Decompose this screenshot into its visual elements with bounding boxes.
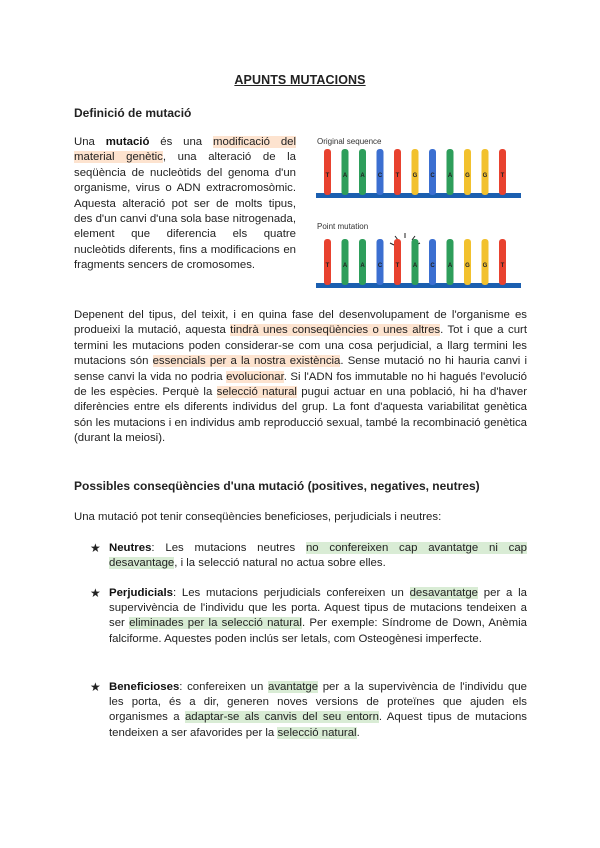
highlight-adapt: adaptar-se als canvis del seu entorn xyxy=(184,711,379,724)
highlight-essential: essencials per a la nostra existència xyxy=(152,355,341,368)
definition-paragraph xyxy=(74,135,296,274)
list-item-perjudicials xyxy=(109,586,527,647)
point-mutation-figure xyxy=(314,132,528,288)
text-run: Depenent del tipus, del teixit, i en quina fase del desenvolupament de l'organisme es produeixi la mutació, aquesta xyxy=(74,309,527,337)
original-base-4 xyxy=(377,149,384,195)
original-base-5 xyxy=(394,149,401,195)
highlight-disadvantage: desavantatge xyxy=(409,587,478,599)
original-base-9 xyxy=(464,149,471,195)
text-run: . Aquest tipus de mutacions tendeixen a ser afavorides per la xyxy=(109,711,527,739)
highlight-natural-selection: selecció natural xyxy=(216,386,297,399)
text-run: . Si l'ADN fos immutable no hi hagués l'evolució de les espècies. Perquè la xyxy=(74,370,527,399)
section-heading-consequences: Possibles conseqüències d'una mutació (positives, negatives, neutres) xyxy=(74,479,480,493)
mutated-base-10 xyxy=(482,239,489,285)
text-run: per a la supervivència de l'individu que les porta, és a dir, generen noves versions de proteïnes que ajuden els organismes a xyxy=(109,681,528,724)
original-base-8 xyxy=(447,149,454,195)
text-run: , una alteració de la seqüència de nucleòtids del genoma d'un organisme, virus o ADN extracromosòmic. Aquesta alteració pot ser de molts tipus, des d'un canvi d'una sola base nitrogenada, element que diferencia els quatre nucleòtids diferents, fins a modificacions en fragments sencers de cromosomes. xyxy=(74,151,296,272)
mutated-base-11 xyxy=(499,239,506,285)
list-item-neutres xyxy=(109,541,527,571)
section-heading-definition: Definició de mutació xyxy=(74,106,192,120)
text-run: . Tot i que a curt termini les mutacions poden considerar-se com una cosa perjudicial, a llarg termini les mutacions són xyxy=(74,324,527,368)
text-run: . Per exemple: Síndrome de Down, Anèmia falciforme. Aquestes poden inclús ser letals, com Osteogènesi imperfecte. xyxy=(109,617,527,645)
mutated-base-3 xyxy=(359,239,366,285)
star-bullet-icon: ★ xyxy=(90,586,101,600)
consequences-paragraph xyxy=(74,308,527,447)
highlight-evolve: evolucionar xyxy=(226,370,284,383)
original-base-letter: C xyxy=(377,173,383,179)
highlight-no-advantage: no confereixen cap avantatge ni cap desavantage xyxy=(109,542,527,570)
mutated-strand xyxy=(316,239,521,288)
original-base-letter: T xyxy=(325,173,330,179)
mutated-base-9 xyxy=(464,239,471,285)
term-beneficioses: Beneficioses xyxy=(109,681,180,693)
original-base-letter: G xyxy=(465,173,470,179)
page-title: APUNTS MUTACIONS xyxy=(234,73,366,87)
mutated-base-letter: T xyxy=(325,263,330,269)
mutated-base-letter: A xyxy=(360,263,365,269)
highlight-consequences: tindrà unes conseqüències o unes altres xyxy=(230,324,441,337)
text-run: : confereixen un xyxy=(179,681,268,693)
star-bullet-icon: ★ xyxy=(90,680,101,694)
label-point-mutation: Point mutation xyxy=(317,222,369,231)
original-base-letter: G xyxy=(412,173,418,179)
text-run: : Les mutacions neutres xyxy=(151,542,306,554)
mutated-base-5 xyxy=(394,239,401,285)
mutated-base-7 xyxy=(429,239,436,285)
text-run: pugui actuar en una població, hi ha d'haver diferències entre els diferents individus del grup. La font d'aquesta variabilitat genètica són les mutacions i en individus amb reproducció sexual, també la recombinació genètica (durant la meiosi). xyxy=(74,386,527,445)
mutated-base-letter: A xyxy=(412,263,418,269)
highlight-eliminated: eliminades per la selecció natural xyxy=(129,617,302,630)
original-base-letter: A xyxy=(447,173,453,179)
mutated-base-letter: C xyxy=(430,263,435,269)
original-base-letter: T xyxy=(395,173,400,179)
text-run: , i la selecció natural no actua sobre elles. xyxy=(174,557,386,570)
term-neutres: Neutres xyxy=(109,542,152,554)
original-strand xyxy=(316,149,521,198)
highlight-natural-selection: selecció natural xyxy=(277,726,357,739)
mutated-base-letter: G xyxy=(465,263,470,269)
list-item-beneficioses xyxy=(109,680,527,741)
original-base-7 xyxy=(429,149,436,195)
original-base-1 xyxy=(324,149,331,195)
consequences-intro: Una mutació pot tenir conseqüències beneficioses, perjudicials i neutres: xyxy=(74,511,442,523)
mutated-base-letter: T xyxy=(395,263,400,269)
mutated-base-8 xyxy=(447,239,454,285)
original-base-3 xyxy=(359,149,366,195)
mutated-base-1 xyxy=(324,239,331,285)
text-run: Una xyxy=(74,136,106,148)
original-base-10 xyxy=(482,149,489,195)
highlight-advantage: avantatge xyxy=(268,681,319,693)
original-base-letter: T xyxy=(500,173,505,179)
original-base-letter: G xyxy=(482,173,488,179)
original-base-11 xyxy=(499,149,506,195)
original-base-letter: A xyxy=(342,173,348,179)
term-perjudicials: Perjudicials xyxy=(109,587,173,599)
text-run: per a la supervivència de l'individu que les porta. Aquest tipus de mutacions tendeixen a ser xyxy=(109,587,527,630)
text-run: : Les mutacions perjudicials confereixen un xyxy=(172,587,410,599)
text-run: . Sense mutació no hi hauria canvi i sense canvi la vida no podria xyxy=(74,355,527,383)
text-run: . xyxy=(356,726,360,739)
mutated-base-letter: A xyxy=(447,263,453,269)
original-base-letter: C xyxy=(430,173,435,179)
highlight-material-genetic: modificació del material genètic xyxy=(74,136,297,164)
mutated-base-letter: C xyxy=(377,263,383,269)
mutated-base-letter: G xyxy=(482,263,488,269)
label-original-sequence: Original sequence xyxy=(317,137,382,146)
star-bullet-icon: ★ xyxy=(90,541,101,555)
mutated-base-letter: A xyxy=(342,263,348,269)
original-base-6 xyxy=(412,149,419,195)
original-base-letter: A xyxy=(360,173,365,179)
mutated-base-letter: T xyxy=(500,263,505,269)
mutated-base-6 xyxy=(412,239,419,285)
mutated-base-4 xyxy=(377,239,384,285)
mutated-base-2 xyxy=(342,239,349,285)
term-mutacio: mutació xyxy=(105,136,150,148)
text-run: és una xyxy=(149,136,213,148)
original-base-2 xyxy=(342,149,349,195)
